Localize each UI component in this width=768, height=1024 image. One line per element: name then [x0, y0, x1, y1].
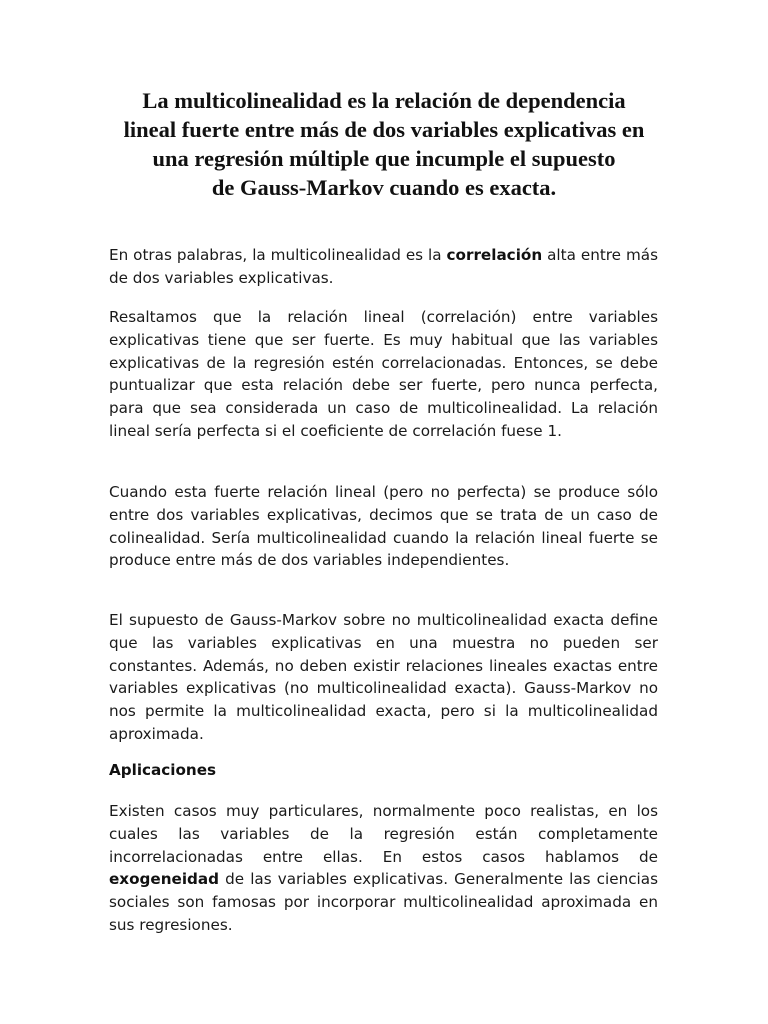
title-line: La multicolinealidad es la relación de dependencia [142, 88, 626, 113]
paragraph-definition [109, 244, 658, 290]
title-line: de Gauss-Markov cuando es exacta. [211, 175, 557, 200]
paragraph-text: de las variables explicativas. Generalmente las ciencias sociales son famosas por incorporar multicolinealidad aproximada en sus regresiones. [109, 870, 658, 934]
paragraph-relacion-lineal: Resaltamos que la relación lineal (correlación) entre variables explicativas tiene que ser fuerte. Es muy habitual que las variables explicativas de la regresión estén correlacionadas. Entonces, se debe puntualizar que esta relación debe ser fuerte, pero nunca perfecta, para que sea considerada un caso de multicolinealidad. La relación lineal sería perfecta si el coeficiente de correlación fuese 1. [109, 308, 658, 440]
bold-term-correlacion: correlación [446, 246, 543, 264]
paragraph-gauss-markov: El supuesto de Gauss-Markov sobre no multicolinealidad exacta define que las variables explicativas en una muestra no pueden ser constantes. Además, no deben existir relaciones lineales exactas entre variables explicativas (no multicolinealidad exacta). Gauss-Markov no nos permite la multicolinealidad exacta, pero si la multicolinealidad aproximada. [109, 611, 658, 743]
paragraph-text: Existen casos muy particulares, normalmente poco realistas, en los cuales las variables de la regresión están completamente incorrelacionadas entre ellas. En estos casos hablamos de [109, 802, 658, 866]
section-heading-aplicaciones: Aplicaciones [109, 761, 217, 779]
paragraph-text: alta entre más de dos variables explicativas. [109, 246, 658, 287]
paragraph-colinealidad: Cuando esta fuerte relación lineal (pero no perfecta) se produce sólo entre dos variables explicativas, decimos que se trata de un caso de colinealidad. Sería multicolinealidad cuando la relación lineal fuerte se produce entre más de dos variables independientes. [109, 483, 658, 570]
bold-term-exogeneidad: exogeneidad [109, 870, 220, 889]
title-line: una regresión múltiple que incumple el supuesto [152, 146, 616, 171]
paragraph-aplicaciones [109, 800, 658, 937]
document-title [90, 86, 678, 202]
title-line: lineal fuerte entre más de dos variables explicativas en [123, 117, 645, 142]
paragraph-text: En otras palabras, la multicolinealidad es la [109, 246, 447, 264]
